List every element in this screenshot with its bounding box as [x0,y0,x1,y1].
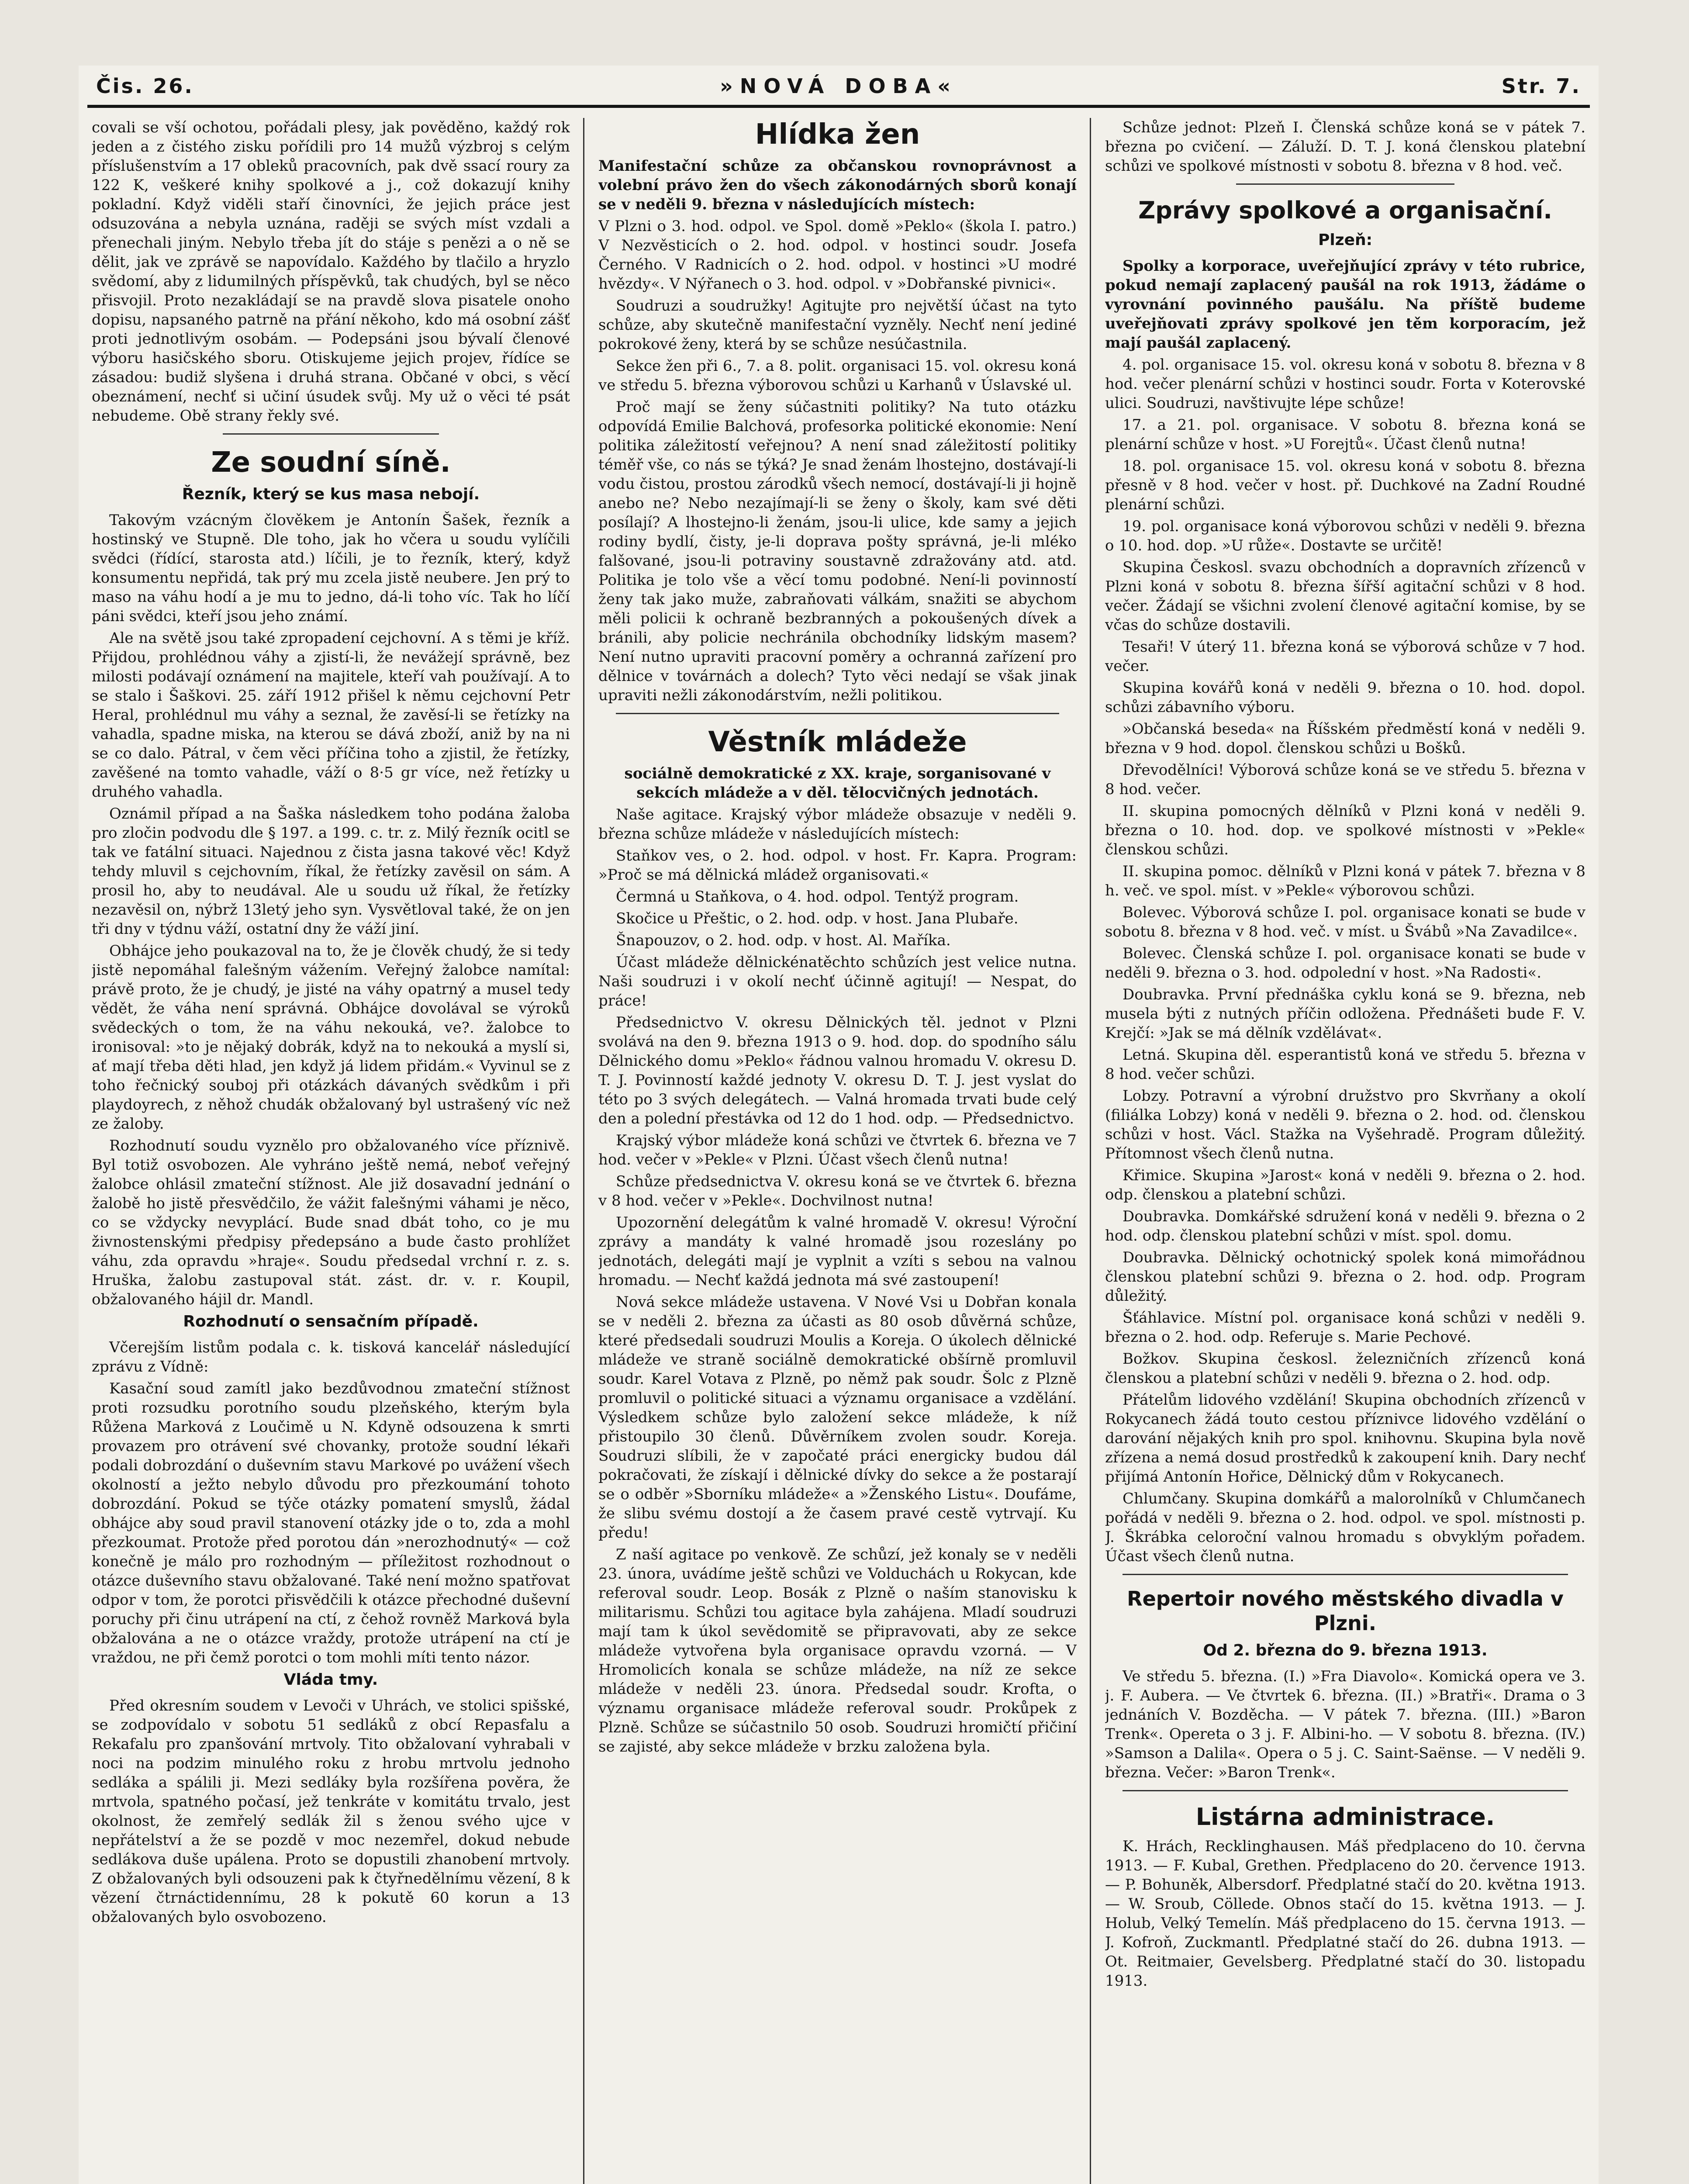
article-text: Krajský výbor mládeže koná schůzi ve čtvrtek 6. března ve 7 hod. večer v »Pekle« v Plzni. Účast všech členů nutna! [598,1132,1077,1168]
column-2 [598,118,1077,2184]
article-text: Účast mládeže dělnickénatěchto schůzích jest velice nutna. Naši soudruzi i v okolí nechť účinně agitují! — Nespat, do práce! [598,954,1077,1009]
article-text: Lobzy. Potravní a výrobní družstvo pro Skvrňany a okolí (filiálka Lobzy) koná v neděli 9. března o 2. hod. od. členskou schůzi v host. Václ. Stažka na Vyšehradě. Program důležitý. Přítomnost všech členů nutna. [1105,1087,1585,1162]
article-text: Takovým vzácným člověkem je Antonín Šašek, řezník a hostinský ve Stupně. Dle toho, jak ho včera u soudu vylíčili svědci (řídící, starosta atd.) líčili, je to řezník, který, když konsumentu nepřidá, tak prý mu zcela jistě neubere. Jen prý to maso na váhu hodí a je mu to jedno, dá-li toho víc. Tak ho líčí páni svědci, kteří jsou jeho známí. [92,511,570,625]
article-text: Rozhodnutí soudu vyznělo pro obžalovaného více příznivě. Byl totiž osvobozen. Ale vyhráno ještě nemá, neboť veřejný žalobce ohlásil zmateční stížnost. Ale již dosavadní jednání o žalobě ho jistě přesvědčilo, že vážit falešnými váhami je něco, co se vždycky nevyplácí. Bude snad dbát toho, co je mu živnostenskými předpisy předepsáno a bude často prohlížet váhu, zda opravdu »hraje«. Soudu předsedal vrchní r. z. s. Hruška, žalobu zastupoval stát. zást. dr. v. r. Koupil, obžalovaného hájil dr. Mandl. [92,1137,570,1308]
article-text: Kasační soud zamítl jako bezdůvodnou zmateční stížnost proti rozsudku porotního soudu plzeňského, kterým byla Růžena Marková z Loučimě u N. Kdyně odsouzena k smrti provazem pro otrávení své chovanky, protože soudní lékaři podali dobrozdání o duševním stavu Markové po uvážení všech okolností a ježto nebylo důvodu pro přezkoumání tohoto dobrozdání. Pokud se týče otázky pomatení smyslů, žádal obhájce aby soud pravil stanovení otázky jde o to, zda a mohl přezkoumat. Protože před porotou dán »nerozhodnutý« — což konečně je málo pro rozhodným — příležitost rozhodnout o otázce duševního stavu obžalované. Také není možno spatřovat odpor v tom, že porotci přisvědčili k otázce přechodné duševní poruchy při činu utrápení na ctí, z čehož rovněž Marková byla obžalována a ne o otázce vraždy, protože utrápení na ctí je vraždou, ne při čemž porotci o tom mohli míti tento názor. [92,1380,570,1666]
newspaper-page [79,66,1599,2184]
divider [1236,183,1454,185]
article-text: Schůze předsednictva V. okresu koná se ve čtvrtek 6. března v 8 hod. večer v »Pekle«. Dochvilnost nutna! [598,1173,1077,1209]
article-text: Letná. Skupina děl. esperantistů koná ve středu 5. března v 8 hod. večer schůzi. [1105,1046,1585,1083]
article-text: Manifestační schůze za občanskou rovnoprávnost a volební právo žen do všech zákonodárných sborů konají se v neděli 9. března v následujících místech: [598,157,1077,213]
article-text: Tesaři! V úterý 11. března koná se výborová schůze v 7 hod. večer. [1105,638,1585,675]
article-text: Božkov. Skupina českosl. železničních zřízenců koná členskou a platební schůzi v neděli 9. března o 2. hod. odp. [1105,1350,1585,1387]
divider [1123,1574,1568,1575]
article-text: Obhájce jeho poukazoval na to, že je člověk chudý, že si tedy jistě nepomáhal falešným vážením. Veřejný žalobce namítal: právě proto, že je chudý, je jisté na váhy opatrný a musel tedy vědět, že váha není správná. Obhájce dovolával se výroků svědeckých o tom, že na váhu nekouká, ve?. žalobce to ironisoval: »to je nějaký dobrák, když na to nekouká a myslí si, ať mají třeba děti hlad, jen když já lidem přidám.« Vyvinul se z toho řečnický souboj při otázkách dávaných svědkům i při playdoyrech, z něhož chudák obžalovaný byl ustrašený víc než ze žaloby. [92,942,570,1133]
section-title: Hlídka žen [755,118,920,151]
article-headline: Řezník, který se kus masa nebojí. [182,485,480,503]
section-subtitle: sociálně demokratické z XX. kraje, sorganisované v sekcích mládeže a v děl. tělocvičných jednotách. [624,765,1051,802]
article-text: 4. pol. organisace 15. vol. okresu koná v sobotu 8. března v 8 hod. večer plenární schůzi v hostinci soudr. Forta v Koterovské ulici. Soudruzi, navštivujte lépe schůze! [1105,356,1585,412]
section-title: Repertoir nového městského divadla v Plzni. [1127,1587,1564,1635]
article-text: Proč mají se ženy súčastniti politiky? Na tuto otázku odpovídá Emilie Balchová, profesorka politické ekonomie: Není politika záležitostí veřejnou? A není snad záležitostí politiky téměř vše, co nás se týká? Je snad ženám lhostejno, dostávají-li vodu čistou, prostou zárodků všech nemocí, dostávají-li ji hojně anebo ne? Nebo nezajímají-li se ženy o školy, kam své děti posílají? A lhostejno-li ženám, jsou-li ulice, kde samy a jejich rodiny bydlí, čisty, je-li doprava pošty správná, je-li mléko falšované, jsou-li potraviny soustavně zdražovány atd. atd. Politika je tolo vše a věcí tomu podobné. Není-li povinností ženy tak jako muže, zabraňovati válkám, snažiti se abychom měli policii k ochraně bezbranných a pokoušených dívek a bránili, aby policie nechránila obchodníky lidským masem? Není nutno upraviti pracovní poměry a ochranná zařízení pro dělnice v továrnách a dolech? Tyto věci nedají se však jinak upraviti nežli zákonodárstvím, nežli politikou. [598,398,1077,704]
article-text: II. skupina pomocných dělníků v Plzni koná v neděli 9. března o 10. hod. dop. ve spolkové místnosti v »Pekle« členskou schůzi. [1105,802,1585,858]
article-text: Staňkov ves, o 2. hod. odpol. v host. Fr. Kapra. Program: »Proč se má dělnická mládež organisovati.« [598,847,1077,884]
section-title: Listárna administrace. [1195,1803,1495,1831]
article-text: Skupina kovářů koná v neděli 9. března o 10. hod. dopol. schůzi zábavního výboru. [1105,679,1585,716]
column-1 [92,118,570,2184]
article-text: Skupina Českosl. svazu obchodních a dopravních zřízenců v Plzni koná v sobotu 8. března šířší agitační schůzi v 8 hod. večer. Žádají se všichni zvolení členové agitační komise, by se včas do schůze dostavili. [1105,559,1585,634]
article-text: Před okresním soudem v Levoči v Uhrách, ve stolici spišské, se zodpovídalo v sobotu 51 sedláků z obcí Repasfalu a Rekafalu pro zpanšování mrtvoly. Tito obžalovaní vyhrabali v noci na podzim minulého roku z hrobu mrtvolu jednoho sedláka a spálili ji. Mezi sedláky byla rozšířena pověra, že mrtvola, spatného počasí, jež tenkráte v komitátu trvalo, jest okolnost, že zemřelý sedlák žil s ženou svého ujce v nepřátelství a že se pozdě v moc nezemřel, dokud nebude sedlákova duše upálena. Proto se dopustili zhanobení mrtvoly. Z obžalovaných byli odsouzeni pak k čtyřnedělnímu vězení, 8 k vězení čtrnáctidennímu, 28 k pokutě 60 korun a 13 obžalovaných bylo osvobozeno. [92,1697,570,1926]
section-subtitle: Plzeň: [1318,231,1373,249]
article-text: Sekce žen při 6., 7. a 8. polit. organisaci 15. vol. okresu koná ve středu 5. března výborovou schůzi u Karhanů v Úslavské ul. [598,357,1077,394]
article-text: Doubravka. První přednáška cyklu koná se 9. března, neb musela býti z nutných příčin odložena. Přednášeti bude F. V. Krejčí: »Jak se má dělník vzdělávat«. [1105,986,1585,1042]
divider [1123,1790,1568,1791]
article-headline: Vláda tmy. [283,1671,378,1689]
article-text: Soudruzi a soudružky! Agitujte pro největší účast na tyto schůze, aby skutečně manifestační vyzněly. Nechť není jediné pokrokové ženy, která by se schůze nesúčastnila. [598,297,1077,353]
article-text: Nová sekce mládeže ustavena. V Nové Vsi u Dobřan konala se v neděli 2. března za účasti as 80 osob důvěrná schůze, které předsedali soudruzi Moulis a Koreja. O úkolech dělnické mládeže ve straně sociálně demokratické obšírně promluvil soudr. Karel Votava z Plzně, po němž pak soudr. Šolc z Plzně promluvil o politické situaci a významu organisace a vzdělání. Výsledkem schůze bylo založení sekce mládeže, k níž přistoupilo 30 členů. Důvěrníkem zvolen soudr. Koreja. Soudruzi slíbili, že v započaté práci energicky budou dál pokračovati, že získají i dělnické dívky do sekce a že postarají se o odběr »Sborníku mládeže« a »Ženského Listu«. Doufáme, že slibu svému dostojí a že časem pravé cestě vytrvají. Ku předu! [598,1293,1077,1541]
article-text: Spolky a korporace, uveřejňující zprávy v této rubrice, pokud nemají zaplacený paušál na rok 1913, žádáme o vyrovnání povinného paušálu. Na příště budeme uveřejňovati zprávy spolkové jen těm korporacím, jež mají paušál zaplacený. [1105,257,1585,352]
section-title: Věstník mládeže [708,726,967,758]
article-text: Chlumčany. Skupina domkářů a malorolníků v Chlumčanech pořádá v neděli 9. března o 2. hod. odpol. ve spol. místnosti p. J. Škrábka celoroční valnou hromadu s obvyklým pořadem. Účast všech členů nutna. [1105,1490,1585,1565]
section-title: Zprávy spolkové a organisační. [1138,197,1552,224]
divider [223,433,439,435]
article-text: Šnapouzov, o 2. hod. odp. v host. Al. Maříka. [616,932,951,949]
column-rule [1090,118,1091,2184]
article-text: Přátelům lidového vzdělání! Skupina obchodních zřízenců v Rokycanech žádá touto cestou příznivce lidového vzdělání o darování nějakých knih pro spol. knihovnu. Skupina byla nově zřízena a nemá dosud prostředků k zakoupení knih. Dary nechť přijímá Antonín Hořice, Dělnický dům v Rokycanech. [1105,1391,1585,1486]
article-text: Ve středu 5. března. (I.) »Fra Diavolo«. Komická opera ve 3. j. F. Aubera. — Ve čtvrtek 6. března. (II.) »Bratři«. Drama o 3 jednáních V. Bozděcha. — V pátek 7. března. (III.) »Baron Trenk«. Opereta o 3 j. F. Albini-ho. — V sobotu 8. března. (IV.) »Samson a Dalila«. Opera o 5 j. C. Saint-Saënse. — V neděli 9. března. Večer: »Baron Trenk«. [1105,1668,1585,1781]
article-text: K. Hrách, Recklinghausen. Máš předplaceno do 10. června 1913. — F. Kubal, Grethen. Předplaceno do 20. července 1913. — P. Bohuněk, Albersdorf. Předplatné stačí do 20. května 1913. — W. Sroub, Cöllede. Obnos stačí do 15. května 1913. — J. Holub, Velký Temelín. Máš předplaceno do 15. června 1913. — J. Kofroň, Zuckmantl. Předplatné stačí do 26. dubna 1913. — Ot. Reitmaier, Gevelsberg. Předplatné stačí do 30. listopadu 1913. [1105,1838,1585,1990]
article-text: Doubravka. Dělnický ochotnický spolek koná mimořádnou členskou platební schůzi 9. března o 2. hod. odp. Program důležitý. [1105,1249,1585,1305]
article-text: Bolevec. Výborová schůze I. pol. organisace konati se bude v sobotu 8. března v 8 hod. več. v míst. u Švábů »Na Zavadilce«. [1105,904,1585,940]
page-number: Str. 7. [1501,74,1581,98]
page-header [87,70,1590,108]
article-text: Předsednictvo V. okresu Dělnických těl. jednot v Plzni svolává na den 9. března 1913 o 9. hod. dop. do spodního sálu Dělnického domu »Peklo« řádnou valnou hromadu V. okresu D. T. J. Povinností každé jednoty V. okresu D. T. J. jest vyslat do této po 3 svých delegátech. — Valná hromada trvati bude celý den a polední přestávka od 12 do 1 hod. odp. — Předsednictvo. [598,1014,1077,1127]
paper-title: »NOVÁ DOBA« [720,74,957,98]
article-headline: Rozhodnutí o sensačním případě. [183,1313,479,1330]
article-text: Čermná u Staňkova, o 4. hod. odpol. Tentýž program. [616,888,1019,905]
article-text: II. skupina pomoc. dělníků v Plzni koná v pátek 7. března v 8 h. več. ve spol. míst. v »Pekle« výborovou schůzi. [1105,863,1585,899]
article-text: 18. pol. organisace 15. vol. okresu koná v sobotu 8. března přesně v 8 hod. večer v host. př. Duchkové na Zadní Roudné plenární schůzi. [1105,457,1585,513]
article-text: Dřevodělníci! Výborová schůze koná se ve středu 5. března v 8 hod. večer. [1105,761,1585,798]
article-text: Skočice u Přeštic, o 2. hod. odp. v host. Jana Plubaře. [616,910,1019,927]
column-3 [1105,118,1585,2184]
article-text: 19. pol. organisace koná výborovou schůzi v neděli 9. března o 10. hod. dop. »U růže«. Dostavte se určitě! [1105,518,1585,554]
article-text: »Občanská beseda« na Říšském předměstí koná v neděli 9. března v 9 hod. dopol. členskou schůzi u Bošků. [1105,720,1585,757]
meeting-places: V Plzni o 3. hod. odpol. ve Spol. domě »Peklo« (škola I. patro.) V Nezvěsticích o 2. hod. odpol. v hostinci soudr. Josefa Černého. V Radnicích o 2. hod. odpol. v hostinci »U modré hvězdy«. V Nýřanech o 3. hod. odpol. v »Dobřanské pivnici«. [598,218,1077,293]
article-text: Ale na světě jsou také zpropadení cejchovní. A s těmi je kříž. Přijdou, prohlédnou váhy a zjistí-li, že nevážejí správně, bez milosti podávají oznámení na majitele, kteří vah používají. A to se stalo i Šaškovi. 25. září 1912 přišel k němu cejchovní Petr Heral, prohlédnul mu váhy a seznal, že zavěsí-li se řetízky na vahadla, spadne miska, na kterou se dává zboží, aniž by na ni se co dalo. Pátral, v čem věci příčina toho a zjistil, že řetízky, zavěšené na tomto vahadle, váží o 8·5 gr více, než řetízky u druhého vahadla. [92,629,570,801]
article-text: Upozornění delegátům k valné hromadě V. okresu! Výroční zprávy a mandáty k valné hromadě jsou rozeslány po jednotách, delegáti mají je vyplnit a vzíti s sebou na valnou hromadu. — Nechť každá jednota má své zastoupení! [598,1214,1077,1289]
section-title: Ze soudní síně. [211,446,451,479]
article-text: Oznámil případ a na Šaška následkem toho podána žaloba pro zločin podvodu dle § 197. a 199. c. tr. z. Milý řezník ocitl se tak ve fatální situaci. Najednou z čista jasna takové věc! Když tehdy mluvil s cejchovním, říkal, že řetízky zavěsil on sám. A prosil ho, aby to neudával. Ale u soudu už říkal, že řetízky nezavěsil on, nýbrž 13letý jeho syn. Vysvětloval také, že on jen tři dny v týdnu váží, ostatní dny že váží jiní. [92,805,570,938]
divider [616,713,1059,714]
article-text: 17. a 21. pol. organisace. V sobotu 8. března koná se plenární schůze v host. »U Forejtů«. Účast členů nutna! [1105,416,1585,453]
column-rule [583,118,584,2184]
article-text: Bolevec. Členská schůze I. pol. organisace konati se bude v neděli 9. března o 3. hod. odpolední v host. »Na Radosti«. [1105,945,1585,981]
article-text: Schůze jednot: Plzeň I. Členská schůze koná se v pátek 7. března po cvičení. — Záluží. D. T. J. koná členskou platební schůzi ve spolkové místnosti v sobotu 8. března v 8 hod. več. [1105,119,1585,175]
article-text: Doubravka. Domkářské sdružení koná v neděli 9. března o 2 hod. odp. členskou platební schůzi v míst. spol. domu. [1105,1208,1585,1244]
article-text: Křimice. Skupina »Jarost« koná v neděli 9. března o 2. hod. odp. členskou a platební schůzi. [1105,1167,1585,1203]
article-text: Včerejším listům podala c. k. tisková kancelář následující zprávu z Vídně: [92,1339,570,1375]
article-text: covali se vší ochotou, pořádali plesy, jak pověděno, každý rok jeden a z čistého zisku pořídili pro 14 mužů výzbroj s celým příslušenstvím a 17 obleků pracovních, pak dvě ssací roury za 122 K, veškeré knihy spolkové a j., což dokazují knihy pokladní. Když viděli staří činovníci, že jejich práce jest odsuzována a nebyla uznána, raději se svých míst vzdali a přenechali jiným. Nebylo třeba jít do stáje s penězi a o ně se dělit, jak ve zprávě se napovídalo. Každého by tlačilo a hryzlo svědomí, aby z lidumilných příspěvků, tak chudých, byl se něco přisvojil. Proto nezakládají se na pravdě slova pisatele onoho dopisu, napsaného patrně na přání někoho, kdo má osobní zášť proti jednotlivým osobám. — Podepsáni jsou bývalí členové výboru hasičského sboru. Otiskujeme jejich projev, řídíce se zásadou: budiž slyšena i druhá strana. Občané v obci, s věcí obeznámení, nechť si učiní úsudek svůj. My už o věci té psát nebudeme. Obě strany řekly své. [92,119,570,425]
issue-number: Čis. 26. [96,74,194,98]
article-text: Naše agitace. Krajský výbor mládeže obsazuje v neděli 9. března schůze mládeže v následujících místech: [598,806,1077,843]
article-text: Z naší agitace po venkově. Ze schůzí, jež konaly se v neděli 23. února, uvádíme ještě schůzi ve Volduchách u Rokycan, kde referoval soudr. Leop. Bosák z Plzně o naším stanovisku k militarismu. Schůzi tou agitace byla zahájena. Mladí soudruzi mají tam k úkol sevědomitě se připravovati, aby ze sekce mládeže vytvořena byla organisace opravdu vzorná. — V Hromolicích konala se schůze mládeže, na níž ze sekce mládeže v neděli 23. února. Předsedal soudr. Krofta, o významu organisace mládeže referoval soudr. Prokůpek z Plzně. Schůze se súčastnilo 50 osob. Soudruzi hromičtí přičiní se zajisté, aby sekce mládeže v brzku založena byla. [598,1546,1077,1755]
section-subtitle: Od 2. března do 9. března 1913. [1203,1641,1488,1659]
article-text: Šťáhlavice. Místní pol. organisace koná schůzi v neděli 9. března o 2. hod. odp. Referuje s. Marie Pechové. [1105,1309,1585,1346]
